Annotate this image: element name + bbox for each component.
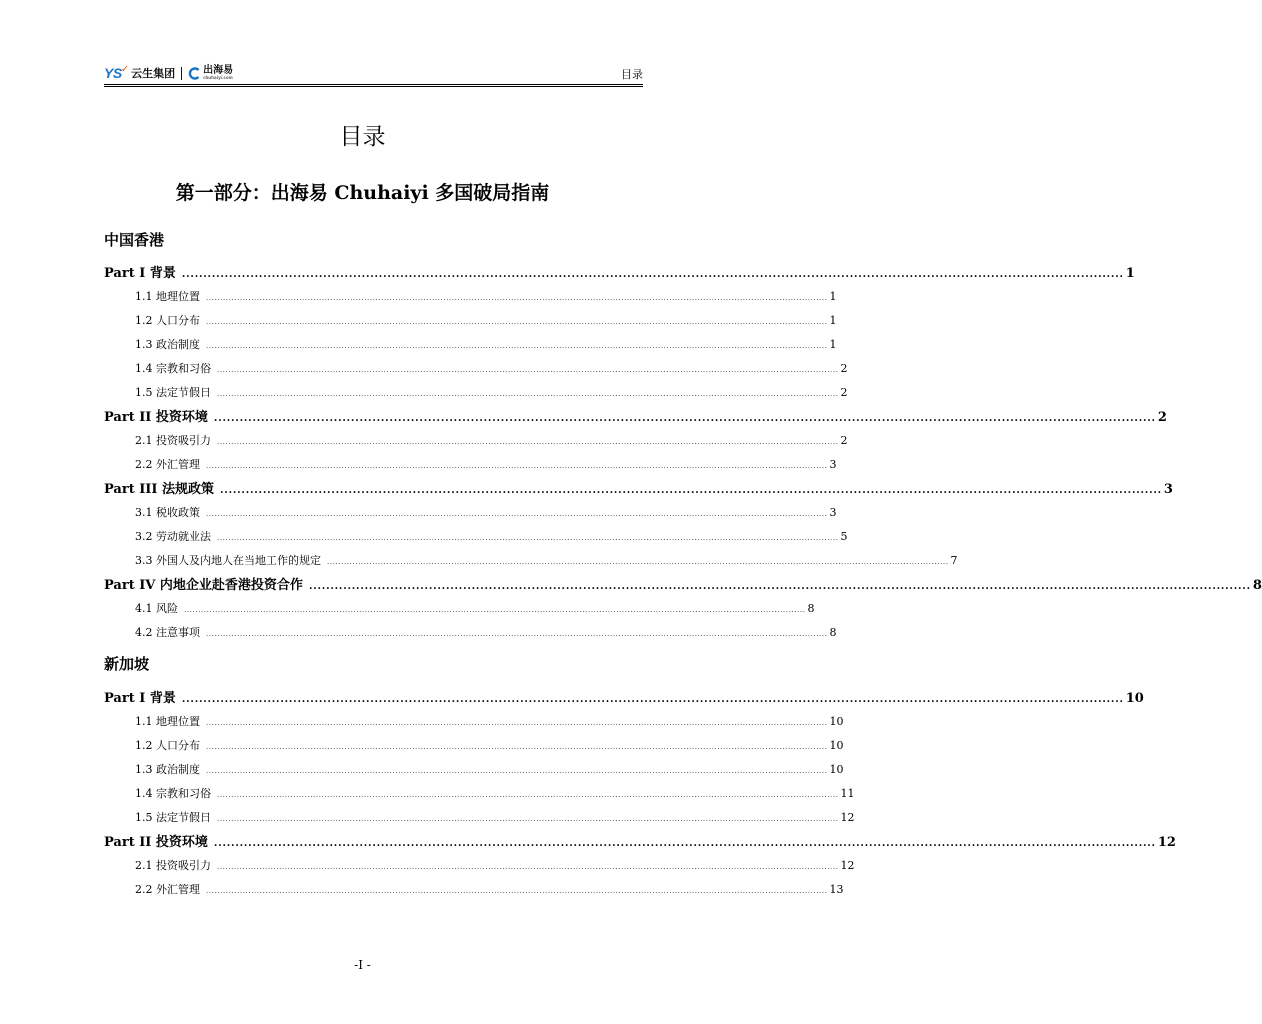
toc-leader: ............................................................................................................................................................................................................................ (217, 534, 839, 542)
toc-label: 1.3 政治制度 (135, 763, 200, 776)
toc-leader: ............................................................................................................................................................................................................................ (206, 510, 828, 518)
toc-page: 5 (840, 530, 848, 543)
toc-label: 2.1 投资吸引力 (135, 859, 211, 872)
toc-label: 2.2 外汇管理 (135, 458, 200, 471)
toc-leader: ............................................................................................................................................................................................................................ (217, 366, 839, 374)
logo-accent-icon: ✓ (120, 63, 130, 75)
toc-label: Part II 投资环境 (104, 835, 208, 850)
toc-leader: ............................................................................................................................................................................................................................ (206, 887, 828, 895)
toc-label: Part II 投资环境 (104, 410, 208, 425)
toc-label: 3.1 税收政策 (135, 506, 200, 519)
toc-entry[interactable] (135, 785, 855, 801)
toc-label: 1.3 政治制度 (135, 338, 200, 351)
toc-label: 1.1 地理位置 (135, 715, 200, 728)
toc-leader: ............................................................................................................................................................................................................................ (308, 581, 1251, 592)
toc-page: 12 (840, 859, 855, 872)
toc-label: 3.2 劳动就业法 (135, 530, 211, 543)
toc-entry[interactable] (104, 262, 1135, 281)
page-title: 目录 (339, 124, 386, 150)
toc-entry[interactable] (135, 809, 855, 825)
toc-leader: ............................................................................................................................................................................................................................ (217, 791, 839, 799)
toc-entry[interactable] (104, 687, 1144, 706)
toc-label: 4.1 风险 (135, 602, 178, 615)
toc-entry[interactable] (135, 456, 837, 472)
logo-company-name: 云生集团 (131, 67, 176, 80)
toc-leader: ............................................................................................................................................................................................................................ (206, 767, 828, 775)
page-header (104, 62, 643, 84)
toc-entry[interactable] (135, 737, 844, 753)
toc-page: 10 (829, 715, 844, 728)
toc-entry[interactable] (135, 624, 837, 640)
toc-entry[interactable] (135, 552, 958, 568)
toc-label: Part III 法规政策 (104, 482, 214, 497)
toc-label: 2.1 投资吸引力 (135, 434, 211, 447)
toc-label: 3.3 外国人及内地人在当地工作的规定 (135, 554, 321, 567)
company-logo (104, 64, 233, 82)
toc-entry[interactable] (104, 478, 1173, 497)
toc-label: Part I 背景 (104, 266, 176, 281)
toc-leader: ............................................................................................................................................................................................................................ (206, 294, 828, 302)
toc-page: 2 (840, 386, 848, 399)
toc-page: 2 (840, 362, 848, 375)
toc-entry[interactable] (135, 360, 848, 376)
toc-entry[interactable] (104, 831, 1176, 850)
toc-entry[interactable] (135, 504, 837, 520)
logo2-block (203, 66, 233, 80)
toc-label: 1.1 地理位置 (135, 290, 200, 303)
logo-ys-text: YS (104, 65, 122, 81)
toc-entry[interactable] (104, 406, 1167, 425)
toc-page: 8 (1252, 578, 1262, 593)
toc-leader: ............................................................................................................................................................................................................................ (206, 342, 828, 350)
logo2-name: 出海易 (203, 65, 234, 76)
toc-page: 7 (950, 554, 958, 567)
toc-label: 1.2 人口分布 (135, 314, 200, 327)
chuhaiyi-logo-icon (188, 67, 201, 80)
section-heading-singapore: 新加坡 (104, 655, 150, 673)
toc-page: 1 (829, 314, 837, 327)
header-rule-secondary (104, 86, 643, 87)
toc-label: 1.5 法定节假日 (135, 386, 211, 399)
toc-page: 12 (840, 811, 855, 824)
header-rule (104, 84, 643, 85)
toc-leader: ............................................................................................................................................................................................................................ (206, 318, 828, 326)
toc-leader: ............................................................................................................................................................................................................................ (181, 269, 1124, 280)
toc-page: 10 (829, 739, 844, 752)
toc-page: 2 (840, 434, 848, 447)
toc-entry[interactable] (135, 857, 855, 873)
header-section-label: 目录 (621, 68, 643, 81)
toc-entry[interactable] (135, 432, 848, 448)
toc-entry[interactable] (135, 600, 815, 616)
toc-leader: ............................................................................................................................................................................................................................ (206, 462, 828, 470)
toc-label: 2.2 外汇管理 (135, 883, 200, 896)
toc-page: 1 (829, 338, 837, 351)
toc-leader: ............................................................................................................................................................................................................................ (327, 558, 949, 566)
toc-entry[interactable] (135, 713, 844, 729)
toc-leader: ............................................................................................................................................................................................................................ (206, 743, 828, 751)
toc-page: 12 (1157, 835, 1176, 850)
toc-label: Part I 背景 (104, 691, 176, 706)
page-number: -I - (354, 958, 371, 972)
toc-leader: ............................................................................................................................................................................................................................ (220, 485, 1162, 496)
toc-leader: ............................................................................................................................................................................................................................ (181, 694, 1124, 705)
toc-label: 1.4 宗教和习俗 (135, 362, 211, 375)
toc-leader: ............................................................................................................................................................................................................................ (206, 630, 828, 638)
toc-leader: ............................................................................................................................................................................................................................ (213, 413, 1156, 424)
toc-label: 1.4 宗教和习俗 (135, 787, 211, 800)
toc-page: 10 (829, 763, 844, 776)
toc-entry[interactable] (104, 574, 1262, 593)
toc-entry[interactable] (135, 528, 848, 544)
toc-label: 4.2 注意事项 (135, 626, 200, 639)
logo2-subtitle: chuhaiyi.com (203, 75, 233, 80)
toc-page: 8 (829, 626, 837, 639)
logo-divider (181, 67, 182, 80)
toc-entry[interactable] (135, 384, 848, 400)
toc-label: Part IV 内地企业赴香港投资合作 (104, 578, 303, 593)
toc-page: 1 (829, 290, 837, 303)
toc-leader: ............................................................................................................................................................................................................................ (184, 606, 806, 614)
toc-entry[interactable] (135, 336, 837, 352)
toc-leader: ............................................................................................................................................................................................................................ (217, 390, 839, 398)
toc-label: 1.2 人口分布 (135, 739, 200, 752)
toc-page: 2 (1157, 410, 1167, 425)
toc-leader: ............................................................................................................................................................................................................................ (206, 719, 828, 727)
toc-leader: ............................................................................................................................................................................................................................ (217, 438, 839, 446)
toc-page: 3 (829, 458, 837, 471)
toc-page: 8 (807, 602, 815, 615)
page-subtitle: 第一部分：出海易 Chuhaiyi 多国破局指南 (175, 182, 550, 204)
toc-page: 10 (1125, 691, 1144, 706)
toc-page: 11 (840, 787, 855, 800)
toc-leader: ............................................................................................................................................................................................................................ (217, 815, 839, 823)
toc-page: 3 (1163, 482, 1173, 497)
toc-entry[interactable] (135, 288, 837, 304)
toc-page: 1 (1125, 266, 1135, 281)
toc-leader: ............................................................................................................................................................................................................................ (213, 838, 1156, 849)
section-heading-hongkong: 中国香港 (104, 231, 165, 249)
toc-entry[interactable] (135, 761, 844, 777)
toc-page: 13 (829, 883, 844, 896)
toc-entry[interactable] (135, 312, 837, 328)
toc-page: 3 (829, 506, 837, 519)
toc-label: 1.5 法定节假日 (135, 811, 211, 824)
toc-entry[interactable] (135, 881, 844, 897)
toc-leader: ............................................................................................................................................................................................................................ (217, 863, 839, 871)
